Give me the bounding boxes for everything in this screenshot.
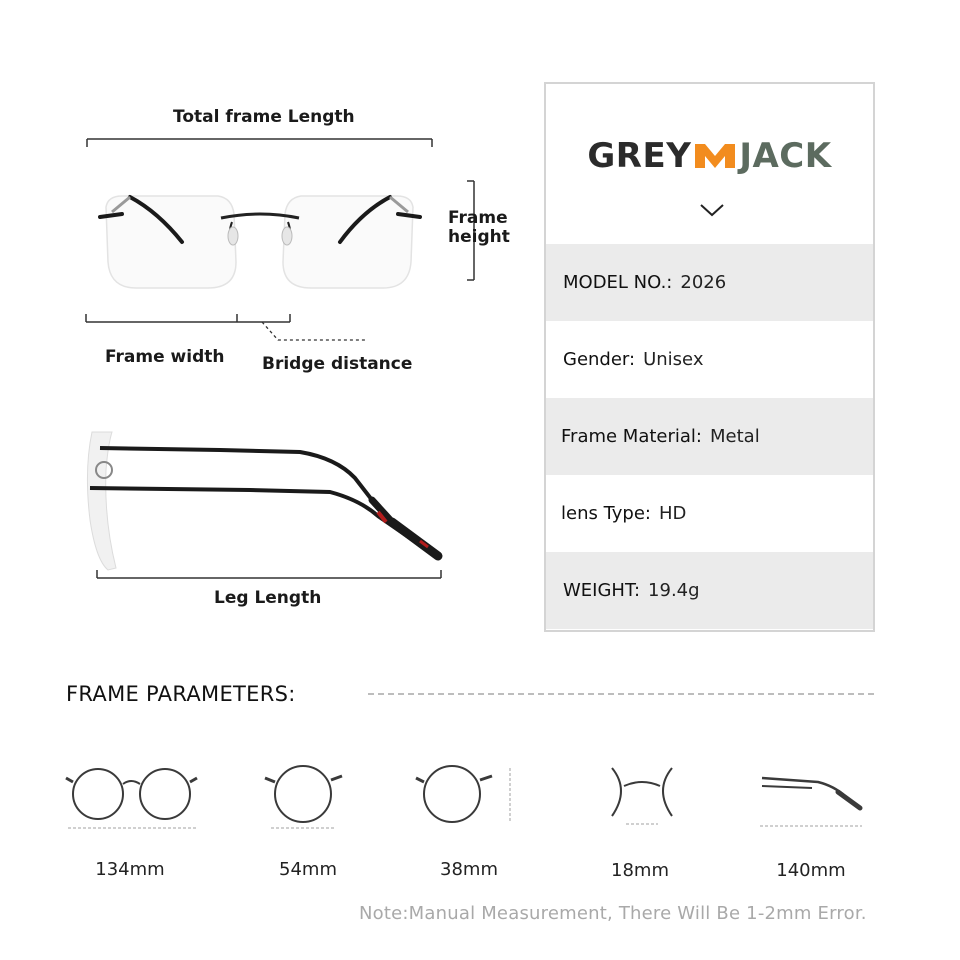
- spec-row-model: [546, 244, 873, 321]
- chevron-down-icon: [699, 202, 725, 218]
- spec-value: Unisex: [643, 349, 704, 370]
- spec-value: 19.4g: [648, 580, 700, 601]
- spec-row-gender: [546, 321, 873, 398]
- spec-key: lens Type:: [561, 503, 651, 524]
- spec-value: 2026: [680, 272, 727, 293]
- spec-key: WEIGHT:: [563, 580, 641, 601]
- brand-logo: [546, 136, 873, 176]
- frame-parameters-title: FRAME PARAMETERS:: [66, 682, 296, 706]
- leg-length-label: Leg Length: [214, 588, 322, 608]
- param-value-lens-width: 54mm: [279, 859, 337, 880]
- spec-row-material: [546, 398, 873, 475]
- frame-height-label-line2: height: [448, 227, 510, 247]
- brand-mark-icon: [693, 142, 737, 170]
- spec-key: MODEL NO.:: [563, 272, 673, 293]
- total-length-icon: [66, 769, 197, 828]
- frame-parameter-icons: [0, 750, 960, 850]
- lens-height-icon: [416, 766, 510, 822]
- total-length-bracket: [87, 139, 432, 147]
- total-frame-length-label: Total frame Length: [173, 107, 355, 127]
- frame-width-bracket: [86, 314, 290, 322]
- param-value-bridge: 18mm: [611, 860, 669, 881]
- spec-row-weight: [546, 552, 873, 629]
- bridge-pointer: [262, 322, 365, 340]
- spec-value: HD: [659, 503, 687, 524]
- spec-card: [544, 82, 875, 632]
- lens-width-icon: [265, 766, 342, 828]
- spec-row-lens: [546, 475, 873, 552]
- frame-width-label: Frame width: [105, 347, 225, 367]
- bridge-distance-label: Bridge distance: [262, 354, 413, 374]
- frame-parameters-divider: [368, 693, 874, 695]
- temple-icon: [760, 778, 862, 826]
- param-value-lens-height: 38mm: [440, 859, 498, 880]
- brand-name-right: JACK: [739, 136, 832, 176]
- param-value-total-length: 134mm: [95, 859, 165, 880]
- spec-key: Gender:: [563, 349, 636, 370]
- glasses-side-diagram: [87, 432, 438, 570]
- brand-name-left: GREY: [587, 136, 692, 176]
- spec-value: Metal: [710, 426, 760, 447]
- leg-length-bracket: [97, 570, 441, 578]
- frame-height-label-line1: Frame: [448, 208, 508, 228]
- param-value-temple: 140mm: [776, 860, 846, 881]
- measurement-note: Note:Manual Measurement, There Will Be 1-2mm Error.: [359, 903, 867, 924]
- glasses-front-diagram: [0, 0, 540, 640]
- spec-key: Frame Material:: [561, 426, 702, 447]
- bridge-icon: [612, 768, 672, 824]
